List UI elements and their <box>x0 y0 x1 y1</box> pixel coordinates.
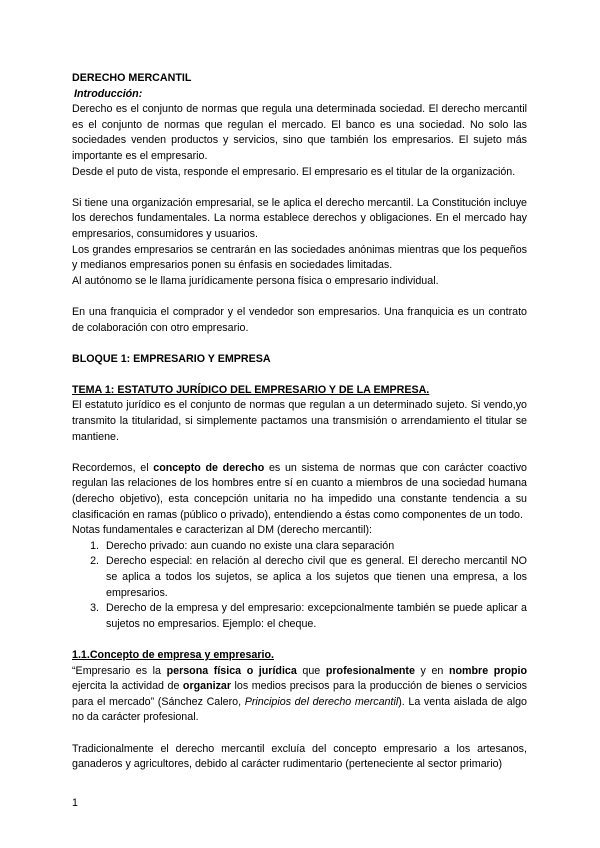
paragraph: En una franquicia el comprador y el vendedor son empresarios. Una franquicia es un contrato de colaboración con otro empresario. <box>72 305 527 334</box>
text-run: los medios precisos para la producción de bienes o servicios para el mercado” (Sánchez Calero, <box>72 680 528 708</box>
bold-term: persona física o jurídica <box>166 664 297 677</box>
spacer <box>72 180 527 196</box>
paragraph: El estatuto jurídico es el conjunto de normas que regulan a un determinado sujeto. Si vendo,yo transmito la titularidad, si simplemente pactamos una transmisión o arrendamiento el titular se mantiene. <box>72 399 527 443</box>
text-run: ). La venta aislada de algo no da carácter profesional. <box>72 695 527 724</box>
paragraph: Derecho es el conjunto de normas que regula una determinada sociedad. El derecho mercantil es el conjunto de normas que regulan el mercado. El banco es una sociedad. No solo las sociedades venden productos y servicios, sino que también los empresarios. El sujeto más importante es el empresario. <box>72 103 527 162</box>
bold-term: nombre propio <box>448 664 527 677</box>
text-run: y en <box>414 664 449 677</box>
paragraph: Los grandes empresarios se centrarán en las sociedades anónimas mientras que los pequeños y medianos empresarios ponen su énfasis en sociedades limitadas. <box>72 243 527 272</box>
spacer <box>72 336 527 352</box>
bloque-heading: BLOQUE 1: EMPRESARIO Y EMPRESA <box>72 352 271 365</box>
spacer <box>72 367 527 383</box>
text-run: Recordemos, el <box>72 461 154 474</box>
italic-citation: Principios del derecho mercantil <box>244 695 399 708</box>
page-number: 1 <box>72 797 78 809</box>
spacer <box>72 632 527 648</box>
paragraph: Si tiene una organización empresarial, se le aplica el derecho mercantil. La Constitución incluye los derechos fundamentales. La norma establece derechos y obligaciones. En el mercado hay empresarios, consumidores y usuarios. <box>72 196 527 240</box>
paragraph: Al autónomo se le llama jurídicamente persona física o empresario individual. <box>72 274 439 287</box>
list-item: 2. Derecho especial: en relación al derecho civil que es general. El derecho mercantil NO se aplica a todos los sujetos, se aplica a los sujetos que tienen una empresa, a los empresarios. <box>102 554 527 601</box>
document-title: DERECHO MERCANTIL <box>72 72 192 84</box>
list-item: 1. Derecho privado: aun cuando no existe una clara separación <box>102 539 527 555</box>
paragraph: Desde el puto de vista, responde el empresario. El empresario es el titular de la organización. <box>72 165 516 178</box>
quote-paragraph <box>72 664 527 726</box>
spacer <box>72 445 527 461</box>
list-item: 3. Derecho de la empresa y del empresario: excepcionalmente también se puede aplicar a sujetos no empresarios. Ejemplo: el cheque. <box>102 601 527 632</box>
spacer <box>72 289 527 305</box>
paragraph <box>72 461 527 523</box>
paragraph: Notas fundamentales e caracterizan al DM (derecho mercantil): <box>72 524 372 537</box>
page-content <box>72 71 527 773</box>
tema-heading: TEMA 1: ESTATUTO JURÍDICO DEL EMPRESARIO Y DE LA EMPRESA. <box>72 383 430 396</box>
spacer <box>72 726 527 742</box>
bold-term: organizar <box>182 680 232 693</box>
section-heading: 1.1.Concepto de empresa y empresario. <box>72 648 274 661</box>
paragraph: Tradicionalmente el derecho mercantil excluía del concepto empresario a los artesanos, ganaderos y agricultores, debido al carácter rudimentario (perteneciente al sector primario) <box>72 742 527 771</box>
text-run: “Empresario es la <box>72 664 167 677</box>
numbered-list <box>72 539 527 633</box>
intro-label: Introducción: <box>74 87 143 100</box>
text-run: que <box>296 664 326 677</box>
bold-term: profesionalmente <box>325 664 415 677</box>
bold-term: concepto de derecho <box>153 461 265 474</box>
text-run: ejercita la actividad de <box>72 680 183 693</box>
text-run: es un sistema de normas que con carácter coactivo regulan las relaciones de los hombres entre sí en cuanto a miembros de una sociedad humana (derecho objetivo), esta concepción unitaria no ha impedido una constante tendencia a su clasificación en ramas (público o privado), entendiendo a éstas como componentes de un todo. <box>72 461 527 521</box>
